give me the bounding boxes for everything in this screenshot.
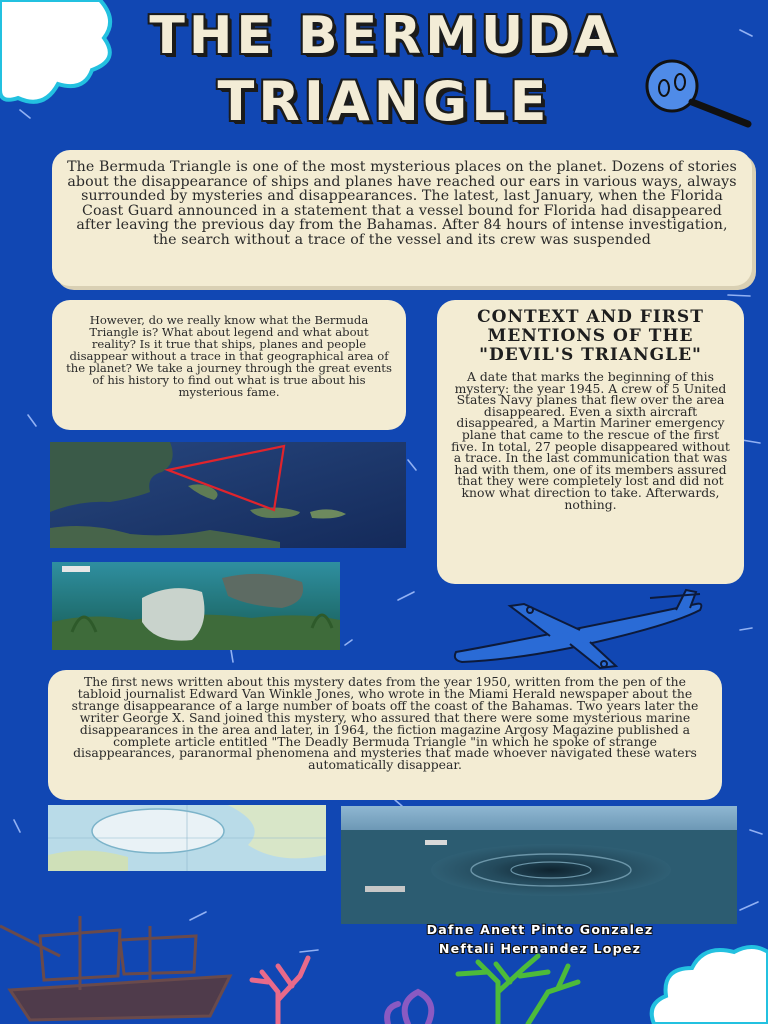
- whirlpool-ocean-image: [341, 806, 737, 924]
- bermuda-triangle-map-image: [50, 442, 406, 548]
- page-title-line2: TRIANGLE: [217, 70, 551, 133]
- compass-map-image: [48, 805, 326, 871]
- underwater-wreck-image: [52, 562, 340, 650]
- coral-decoration: [248, 952, 648, 1024]
- context-card: [437, 300, 744, 584]
- context-heading: CONTEXT AND FIRST MENTIONS OF THE "DEVIL'S TRIANGLE": [477, 307, 704, 365]
- context-body: A date that marks the beginning of this mystery: the year 1945. A crew of 5 United States Navy planes that flew over the area disappeared. Even a sixth aircraft disappeared, a Martin Mariner emergency plane that came to the rescue of the first five. In total, 27 people disappeared without a trace. In the last communication that was had with them, one of its members assured that they were completely lost and did not know what direction to take. Afterwards, nothing.: [451, 369, 730, 512]
- author-2: Neftali Hernandez Lopez: [438, 941, 642, 956]
- ship-silhouette: [0, 906, 250, 1024]
- intro-card: [52, 150, 752, 286]
- author-1: Dafne Anett Pinto Gonzalez: [426, 922, 654, 937]
- magnifier-footprints-icon: [640, 58, 755, 128]
- cloud-bottom-right: [648, 938, 768, 1024]
- news-card: [48, 670, 722, 800]
- page-title-line1: THE BERMUDA: [149, 6, 619, 66]
- news-text: The first news written about this mystery dates from the year 1950, written from the pen of the tabloid journalist Edward Van Winkle Jones, who wrote in the Miami Herald newspaper about the strange disappearance of a large number of boats off the coast of the Bahamas. Two years later the writer George X. Sand joined this mystery, who assured that there were some mysterious marine disappearances in the area and later, in 1964, the fiction magazine Argosy Magazine published a complete article entitled "The Deadly Bermuda Triangle "in which he spoke of strange disappearances, paranormal phenomena and mysteries that made whoever navigated these waters automatically disappear.: [71, 674, 699, 773]
- question-card: [52, 300, 406, 430]
- airplane-illustration: [450, 586, 715, 672]
- intro-text: The Bermuda Triangle is one of the most mysterious places on the planet. Dozens of stories about the disappearance of ships and planes have reached our ears in various ways, always surrounded by mysteries and disappearances. The latest, last January, when the Florida Coast Guard announced in a statement that a vessel bound for Florida had disappeared after leaving the previous day from the Bahamas. After 84 hours of intense investigation, the search without a trace of the vessel and its crew was suspended: [67, 159, 737, 248]
- question-text: However, do we really know what the Bermuda Triangle is? What about legend and what about reality? Is it true that ships, planes and people disappear without a trace in that geographical area of the planet? We take a journey through the great events of his history to find out what is true about his mysterious fame.: [66, 313, 392, 399]
